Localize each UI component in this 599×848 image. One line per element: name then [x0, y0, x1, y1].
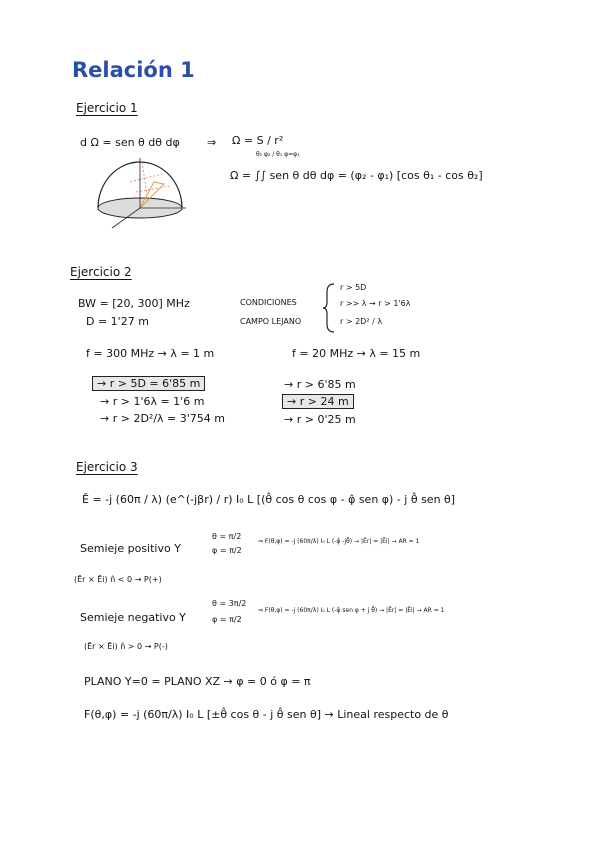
ex2-bw: BW = [20, 300] MHz: [78, 297, 190, 310]
ex3-semi-pos-result: ⇒ F(θ,φ) = -j (60π/λ) I₀ L (-φ̂ -jθ̂) → |Ēr| = |Ēi| → AR = 1: [258, 538, 420, 545]
ex3-semi-neg-label: Semieje negativo Y: [80, 611, 186, 624]
ex3-semi-neg-result: ⇒ F(θ,φ) = -j (60π/λ) I₀ L (-φ̂ sen φ + j θ̂) → |Ēr| = |Ēi| → AR = 1: [258, 607, 445, 614]
ex3-heading: Ejercicio 3: [76, 460, 138, 474]
ex2-cond2: r >> λ → r > 1'6λ: [340, 299, 411, 308]
ex2-cond3: r > 2D² / λ: [340, 317, 383, 326]
conditions-brace: [322, 282, 336, 334]
page-title: Relación 1: [72, 58, 195, 82]
ex3-semi-neg-phi: φ = π/2: [212, 615, 242, 624]
ex3-plano: PLANO Y=0 = PLANO XZ → φ = 0 ó φ = π: [84, 675, 311, 688]
ex2-cond-label2: CAMPO LEJANO: [240, 317, 302, 326]
ex2-f1: f = 300 MHz → λ = 1 m: [86, 347, 215, 360]
ex2-a2: → r > 1'6λ = 1'6 m: [100, 395, 205, 408]
ex3-semi-neg-cross: (Ēr × Ēi) n̂ > 0 → P(-): [84, 642, 168, 651]
ex2-b3: → r > 0'25 m: [284, 413, 356, 426]
ex2-cond1: r > 5D: [340, 283, 367, 292]
ex3-semi-pos-cross: (Ēr × Ēi) n̂ < 0 → P(+): [74, 575, 162, 584]
ex2-cond-label1: CONDICIONES: [240, 298, 297, 307]
ex3-semi-pos-label: Semieje positivo Y: [80, 542, 181, 555]
ex3-semi-pos-phi: φ = π/2: [212, 546, 242, 555]
ex2-f2: f = 20 MHz → λ = 15 m: [292, 347, 421, 360]
ex1-heading: Ejercicio 1: [76, 101, 138, 115]
ex3-semi-neg-theta: θ = 3π/2: [212, 599, 247, 608]
ex1-omega-def: Ω = S / r²: [232, 134, 284, 147]
hemisphere-diagram: [92, 152, 188, 232]
ex2-a3: → r > 2D²/λ = 3'754 m: [100, 412, 225, 425]
ex1-omega-integral: Ω = ∫∫ sen θ dθ dφ = (φ₂ - φ₁) [cos θ₁ - cos θ₂]: [230, 169, 483, 182]
ex2-b2-boxed: → r > 24 m: [282, 394, 354, 409]
ex3-semi-pos-theta: θ = π/2: [212, 532, 242, 541]
ex3-final-f: F(θ,φ) = -j (60π/λ) I₀ L [±θ̂ cos θ - j θ̂ sen θ] → Lineal respecto de θ: [84, 708, 449, 721]
ex3-e-field: Ē = -j (60π / λ) (e^(-jβr) / r) I₀ L [(θ̂ cos θ cos φ - φ̂ sen φ) - j θ̂ sen θ]: [82, 493, 456, 506]
ex1-line1: d Ω = sen θ dθ dφ: [80, 136, 180, 149]
ex2-a1-boxed: → r > 5D = 6'85 m: [92, 376, 205, 391]
ex1-limits: θ₂ φ₂ / θ₁ φ=φ₁: [256, 151, 300, 158]
ex1-arrow: ⇒: [207, 136, 217, 149]
ex2-heading: Ejercicio 2: [70, 265, 132, 279]
ex2-b1: → r > 6'85 m: [284, 378, 356, 391]
ex2-d: D = 1'27 m: [86, 315, 149, 328]
